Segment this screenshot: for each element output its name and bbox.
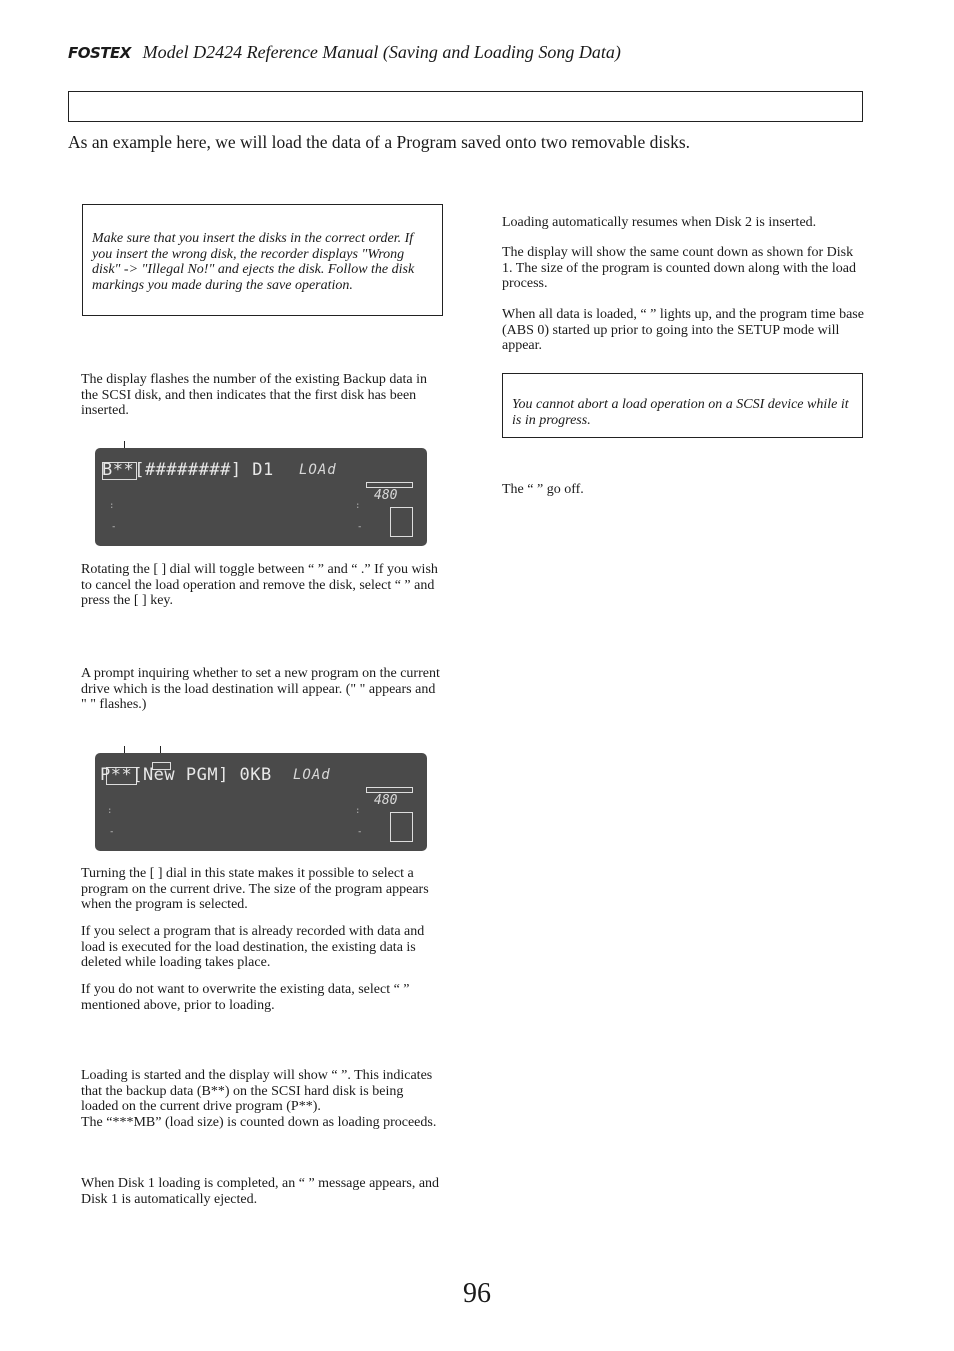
- paragraph-all-loaded: When all data is loaded, “ ” lights up, and the program time base (ABS 0) started up prior to going into the SETUP mode will appear.: [502, 307, 864, 353]
- paragraph-resume: Loading automatically resumes when Disk 2 is inserted.: [502, 215, 817, 230]
- paragraph-display-flashes: The display flashes the number of the existing Backup data in the SCSI disk, and then indicates that the first disk has been inserted.: [81, 372, 428, 418]
- lcd-disk-icon: [390, 812, 413, 842]
- paragraph-prompt: A prompt inquiring whether to set a new program on the current drive which is the load destination will appear. (" " appears and " " flashes.): [81, 666, 440, 712]
- lcd-tick-mark: :: [355, 806, 361, 816]
- paragraph-go-off: The “ ” go off.: [502, 482, 584, 497]
- lcd-tick-mark: -: [357, 827, 363, 837]
- note-text-disk-order: Make sure that you insert the disks in the correct order. If you insert the wrong disk, the recorder displays "Wrong disk" -> "Illegal No!" and ejects the disk. Follow the disk markings you made during the save operation.: [92, 231, 415, 293]
- header-title: Model D2424 Reference Manual (Saving and Loading Song Data): [142, 42, 621, 62]
- paragraph-countdown: The display will show the same count down as shown for Disk 1. The size of the program is counted down along with the load process.: [502, 245, 856, 291]
- lcd-main-readout: B**[########] D1: [102, 460, 274, 480]
- lcd-tick-mark: :: [109, 501, 115, 511]
- paragraph-overwrite: If you do not want to overwrite the existing data, select “ ” mentioned above, prior to loading.: [81, 982, 410, 1013]
- lcd-mode-label: LOAd: [293, 767, 331, 783]
- lcd-tick-mark: -: [111, 522, 117, 532]
- page-header: [68, 42, 621, 63]
- lcd-tick-mark: -: [109, 827, 115, 837]
- lcd-tick-mark: :: [107, 806, 113, 816]
- paragraph-rotating-dial: Rotating the [ ] dial will toggle between “ ” and “ .” If you wish to cancel the load operation and remove the disk, select “ ” and press the [ ] key.: [81, 562, 438, 608]
- note-text-abort: You cannot abort a load operation on a SCSI device while it is in progress.: [512, 397, 849, 428]
- lcd-disk-icon: [390, 507, 413, 537]
- lcd-tick-mark: :: [355, 501, 361, 511]
- lcd-main-readout: P**[New PGM] 0KB: [100, 765, 272, 785]
- paragraph-disk1-complete: When Disk 1 loading is completed, an “ ” message appears, and Disk 1 is automatically ejected.: [81, 1176, 440, 1207]
- lcd-display-program: [95, 753, 427, 851]
- note-box-abort: [502, 373, 863, 438]
- section-title-box: [68, 91, 863, 122]
- brand-logo: FOSTEX: [68, 44, 131, 62]
- paragraph-turning-dial: Turning the [ ] dial in this state makes it possible to select a program on the current drive. The size of the program appears when the program is selected.: [81, 866, 429, 912]
- lcd-tick-mark: -: [357, 522, 363, 532]
- lcd-display-disk1: [95, 448, 427, 546]
- lcd-count-readout: 480: [374, 488, 398, 503]
- paragraph-select-program: If you select a program that is already recorded with data and load is executed for the load destination, the existing data is deleted while loading takes place.: [81, 924, 425, 970]
- intro-text: As an example here, we will load the data of a Program saved onto two removable disks.: [68, 132, 691, 152]
- note-box-disk-order: [82, 204, 443, 316]
- paragraph-loading-started: Loading is started and the display will show “ ”. This indicates that the backup data (B**) on the SCSI hard disk is being loaded on the current drive program (P**). The “***MB” (load size) is counted down as loading proceeds.: [81, 1068, 437, 1130]
- lcd-mode-label: LOAd: [299, 462, 337, 478]
- lcd-count-readout: 480: [374, 793, 398, 808]
- page-number: 96: [463, 1278, 491, 1309]
